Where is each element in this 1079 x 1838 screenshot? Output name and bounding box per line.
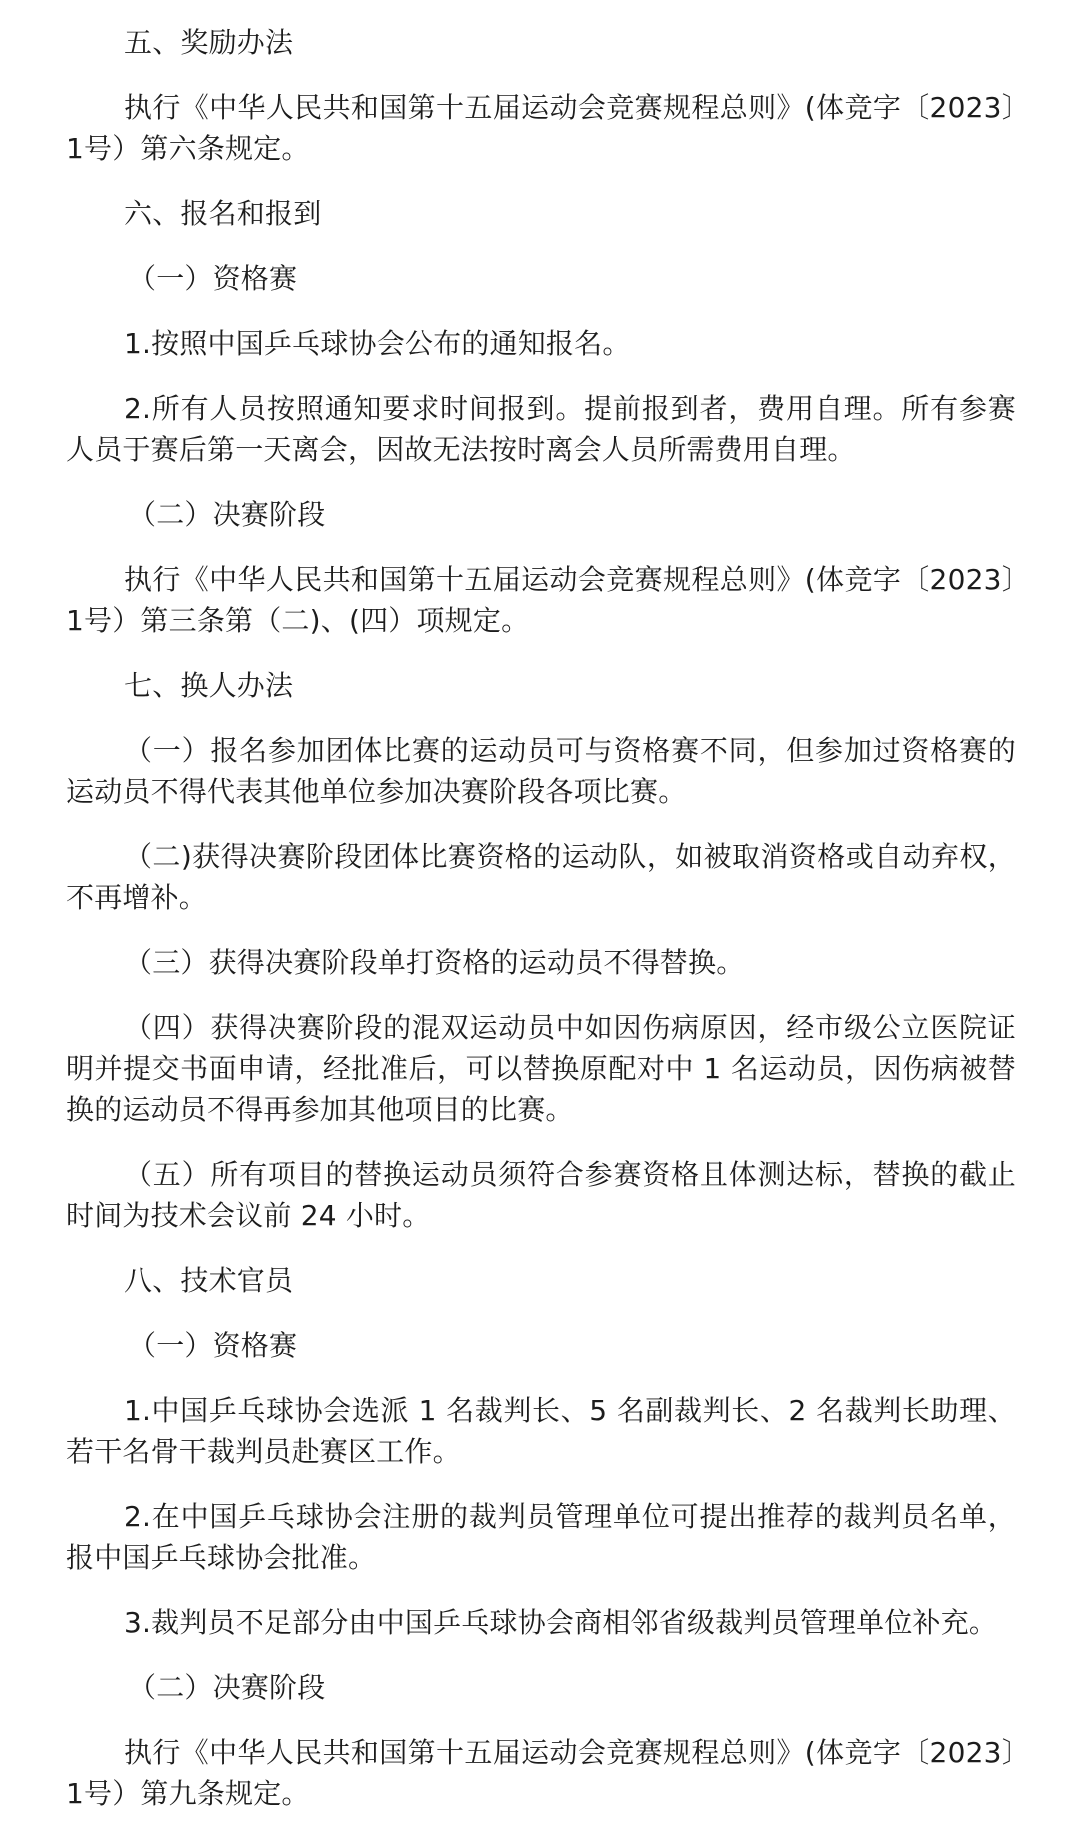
subsection-heading: （一）资格赛 (128, 262, 298, 295)
subsection-heading: （二）决赛阶段 (128, 1671, 326, 1704)
section-heading: 六、报名和报到 (124, 197, 322, 230)
paragraph: （一）报名参加团体比赛的运动员可与资格赛不同，但参加过资格赛的运动员不得代表其他单位参加决赛阶段各项比赛。 (66, 734, 1016, 808)
paragraph: 1.中国乒乓球协会选派 1 名裁判长、5 名副裁判长、2 名裁判长助理、若干名骨干裁判员赴赛区工作。 (66, 1394, 1016, 1468)
paragraph: 2.所有人员按照通知要求时间报到。提前报到者，费用自理。所有参赛人员于赛后第一天离会，因故无法按时离会人员所需费用自理。 (66, 392, 1016, 466)
document-body (66, 22, 1016, 1838)
section-heading: 八、技术官员 (124, 1264, 294, 1297)
paragraph: （五）所有项目的替换运动员须符合参赛资格且体测达标，替换的截止时间为技术会议前 24 小时。 (66, 1158, 1016, 1232)
paragraph: （二)获得决赛阶段团体比赛资格的运动队，如被取消资格或自动弃权，不再增补。 (66, 840, 1016, 914)
paragraph: 2.在中国乒乓球协会注册的裁判员管理单位可提出推荐的裁判员名单，报中国乒乓球协会批准。 (66, 1500, 1016, 1574)
subsection-heading: （一）资格赛 (128, 1329, 298, 1362)
paragraph: 执行《中华人民共和国第十五届运动会竞赛规程总则》(体竞字〔2023〕1号）第三条第（二)、(四）项规定。 (66, 563, 1016, 637)
paragraph: 1.按照中国乒乓球协会公布的通知报名。 (124, 327, 631, 360)
paragraph: 3.裁判员不足部分由中国乒乓球协会商相邻省级裁判员管理单位补充。 (124, 1606, 998, 1639)
subsection-heading: （二）决赛阶段 (128, 498, 326, 531)
section-heading: 五、奖励办法 (124, 26, 294, 59)
section-heading: 七、换人办法 (124, 669, 294, 702)
paragraph: 执行《中华人民共和国第十五届运动会竞赛规程总则》(体竞字〔2023〕1号）第六条规定。 (66, 91, 1016, 165)
paragraph: 执行《中华人民共和国第十五届运动会竞赛规程总则》(体竞字〔2023〕1号）第九条规定。 (66, 1736, 1016, 1810)
paragraph: （三）获得决赛阶段单打资格的运动员不得替换。 (124, 946, 745, 979)
paragraph: （四）获得决赛阶段的混双运动员中如因伤病原因，经市级公立医院证明并提交书面申请，经批准后，可以替换原配对中 1 名运动员，因伤病被替换的运动员不得再参加其他项目的比赛。 (66, 1011, 1016, 1126)
